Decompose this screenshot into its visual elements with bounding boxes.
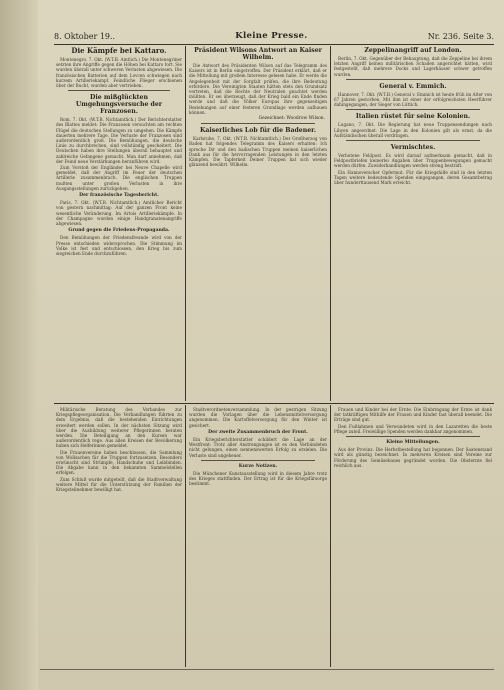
- subheadline-friedens-propaganda: Grund gegen die Friedens-Propaganda.: [68, 228, 170, 234]
- column-divider-2: [330, 46, 331, 401]
- lower-middle-text-3: Die Münchener Kunstausstellung wird in diesem Jahre trotz des Krieges stattfinden. Der Ertrag ist für die Kriegsfürsorge bestimmt.: [189, 471, 327, 487]
- lower-right-text-2: Den Fußlahmen und Verwundeten wird in den Lazaretten die beste Pflege zuteil. Freiwillige Spenden werden dankbar angenommen.: [334, 423, 492, 434]
- separator: [68, 90, 170, 91]
- lower-column-right: [334, 407, 492, 665]
- subheadline-kurze-notizen: Kurze Notizen.: [238, 463, 278, 469]
- headline-general-emmich: General v. Emmich.: [379, 82, 447, 90]
- section-rule: [54, 403, 494, 404]
- separator: [346, 140, 480, 141]
- separator: [201, 460, 315, 461]
- column-divider-1: [185, 46, 186, 401]
- article-wilson-text: Die Antwort des Präsidenten Wilson auf das Telegramm des Kaisers ist in Berlin eingetroffen. Der Präsident erklärt, daß er die Mitteilung mit großem Interesse gelesen habe. Er werde die Angelegenheit mit der Sorgfalt prüfen, die ihre Bedeutung erfordere. Die Vereinigten Staaten hätten stets den Grundsatz vertreten, daß die Rechte der Neutralen geachtet werden müßten. Er sei überzeugt, daß der Krieg bald ein Ende finden werde und daß die Völker Europas ihre gegenseitigen Beziehungen auf einer festeren Grundlage werden aufbauen können.: [189, 63, 327, 115]
- separator: [346, 79, 480, 80]
- lower-left-text-3: Zum Schluß wurde mitgeteilt, daß die Stadtverwaltung weitere Mittel für die Unterstützung der Familien der Kriegsteilnehmer bewilligt hat.: [56, 476, 182, 493]
- headline-vermischtes: Vermischtes.: [390, 144, 436, 152]
- bottom-rule: [40, 669, 494, 670]
- article-general-emmich-text: Hannover, 7. Okt. (W.T.B.) General v. Emmich ist heute früh im Alter von 67 Jahren gestorben. Mit ihm ist einer der erfolgreichsten Heerführer dahingegangen, der Sieger von Lüttich.: [334, 91, 492, 108]
- column-left: [56, 46, 182, 401]
- headline-italien-kolonien: Italien rüstet für seine Kolonien.: [355, 113, 471, 121]
- article-umgehungsversuche-text: Rom, 7. Okt. (W.T.B. Nichtamtlich.) Der Berichterstatter des Blattes meldet: Die Franzosen versuchten am rechten Flügel die deutschen Stellungen zu umgehen. Die Kämpfe dauerten mehrere Tage. Die Verluste der Franzosen sind außerordentlich groß. Die Bemühungen, die deutsche Linie zu durchbrechen, sind vollständig gescheitert. Die Deutschen haben ihre Stellungen überall behauptet und zahlreiche Gefangene gemacht. Man darf annehmen, daß der Feind neue Verstärkungen heranführen wird.: [56, 117, 182, 164]
- headline-wilson-antwort: Präsident Wilsons Antwort an Kaiser Wilhelm.: [194, 47, 322, 61]
- page-binding-edge: [0, 0, 38, 690]
- article-tagesbericht-text: Paris, 7. Okt. (W.T.B. Nichtamtlich.) Amtlicher Bericht von gestern nachmittag: Auf der ganzen Front keine wesentliche Veränderung. Im Artois Artilleriekämpfe. In der Champagne wurden einige Handgranatenangriffe abgewiesen.: [56, 200, 182, 227]
- article-vermischtes-text: Verbotene Feldpost. Es wird darauf aufmerksam gemacht, daß in Feldpostbriefen keinerlei Angaben über Truppenbewegungen gemacht werden dürfen. Zuwiderhandlungen werden streng bestraft.: [334, 153, 492, 169]
- lower-left-text-1: Militärische Beratung des Verbandes zur Kriegspflegeorganisation. Die Verhandlungen führten zu dem Ergebnis, daß die bestehenden Einrichtungen erweitert werden sollen. In der nächsten Sitzung wird über die Ausbildung weiterer Pflegerinnen beraten werden. Die Beteiligung an den Kursen war außerordentlich rege. Aus allen Kreisen der Bevölkerung haben sich Helferinnen gemeldet.: [56, 407, 182, 449]
- headline-zeppelinangriff: Zeppelinangriff auf London.: [364, 47, 462, 54]
- lower-right-text-1: Frauen und Kinder bei der Ernte. Die Einbringung der Ernte ist dank der tatkräftigen Mithilfe der Frauen und Kinder fast überall beendet. Die Erträge sind gut.: [334, 407, 492, 423]
- article-friedens-propaganda-text: Den Bemühungen der Friedensfreunde wird von der Presse entschieden widersprochen. Die Stimmung im Volke ist fest und entschlossen, den Krieg bis zum siegreichen Ende durchzuführen.: [56, 235, 182, 257]
- column-right: [334, 46, 492, 401]
- article-umgehungsversuche-text-2: Zum Vorstoß der Engländer bei Neuve Chapelle wird gemeldet, daß der Angriff im Feuer der deutschen Artillerie zusammenbrach. Die englischen Truppen mußten unter großen Verlusten in ihre Ausgangsstellungen zurückgehen.: [56, 165, 182, 191]
- lower-column-middle: [189, 407, 327, 665]
- subheadline-zusammenbruch: Der zweite Zusammenbruch der Front.: [208, 429, 308, 435]
- header-masthead: Kleine Presse.: [235, 31, 308, 41]
- headline-kattaro: Die Kämpfe bei Kattaro.: [71, 46, 167, 55]
- lower-middle-text-1: Stadtverordnetenversammlung. In der gestrigen Sitzung wurden die Vorlagen über die Lebensmittelversorgung angenommen. Die Kartoffelversorgung für den Winter ist gesichert.: [189, 407, 327, 428]
- header-page-number: Nr. 236. Seite 3.: [427, 31, 494, 41]
- separator: [346, 109, 480, 110]
- article-zeppelinangriff-text: Berlin, 7. Okt. Gegenüber der Behauptung, daß die Zeppeline bei ihrem letzten Angriff keinen militärischen Schaden angerichtet hätten, wird festgestellt, daß mehrere Docks und Lagerhäuser schwer getroffen wurden.: [334, 56, 492, 77]
- separator: [346, 436, 480, 437]
- lower-right-text-3: Aus der Provinz. Die Herbstbestellung hat begonnen. Der Saatenstand wird als günstig bezeichnet. In mehreren Kreisen sind Vereine zur Förderung des Gemüsebaues gegründet worden. Die Obsternte fiel reichlich aus.: [334, 447, 492, 468]
- column-divider-3: [185, 405, 186, 667]
- article-italien-kolonien-text: Lugano, 7. Okt. Die Regierung hat neue Truppensendungen nach Libyen angeordnet. Die Lage in den Kolonien gilt als ernst, da die Aufständischen überall vordringen.: [334, 122, 492, 138]
- separator: [201, 123, 315, 124]
- lower-left-text-2: Die Frauenvereine haben beschlossen, die Sammlung von Wollsachen für die Truppen fortzusetzen. Besonders erwünscht sind Strümpfe, Handschuhe und Leibbinden. Die Abgabe kann in den bekannten Sammelstellen erfolgen.: [56, 449, 182, 476]
- headline-kaiserliches-lob: Kaiserliches Lob für die Badener.: [199, 127, 317, 135]
- article-wilson-signature: Gezeichnet: Woodrow Wilson.: [258, 116, 325, 122]
- lower-column-left: [56, 407, 182, 665]
- subheadline-tagesbericht: Der französische Tagesbericht.: [79, 193, 159, 199]
- page-header: [54, 30, 494, 42]
- column-divider-4: [330, 405, 331, 667]
- article-vermischtes-text-2: Ein Hannoverscher Opfermut. Für die Kriegshilfe sind in den letzten Tagen weitere bedeutende Spenden eingegangen, deren Gesamtbetrag über hunderttausend Mark erreicht.: [334, 169, 492, 186]
- headline-umgehungsversuche: Die mißglückten Umgehungsversuche der Franzosen.: [75, 94, 163, 116]
- article-kaiserliches-lob-text: Karlsruhe, 7. Okt. (W.T.B. Nichtamtlich.) Der Großherzog von Baden hat folgendes Telegramm des Kaisers erhalten: Ich spreche Dir und den badischen Truppen meinen kaiserlichen Dank aus für die hervorragenden Leistungen in den letzten Kämpfen. Die Tapferkeit Deiner Truppen hat sich wieder glänzend bewährt. Wilhelm.: [189, 136, 327, 168]
- header-rule: [54, 44, 494, 45]
- header-date: 8. Oktober 19..: [54, 31, 116, 41]
- subheadline-kleine-mitteilungen: Kleine Mitteilungen.: [386, 440, 440, 446]
- column-middle: [189, 46, 327, 401]
- article-kattaro-text: Montenegro, 7. Okt. (W.T.B. Amtlich.) Die Montenegriner setzten ihre Angriffe gegen die Höhen bei Kattaro fort. Sie wurden überall unter schweren Verlusten abgewiesen. Die französischen Batterien auf dem Lovcen schwiegen nach kurzem Artilleriekampf. Feindliche Flieger erschienen über der Bucht, wurden aber vertrieben.: [56, 57, 182, 89]
- lower-middle-text-2: Ein Kriegsberichterstatter schildert die Lage an der Westfront: Trotz aller Anstrengungen ist es den Verbündeten nicht gelungen, einen nennenswerten Erfolg zu erzielen. Die Verluste sind ungeheuer.: [189, 437, 327, 458]
